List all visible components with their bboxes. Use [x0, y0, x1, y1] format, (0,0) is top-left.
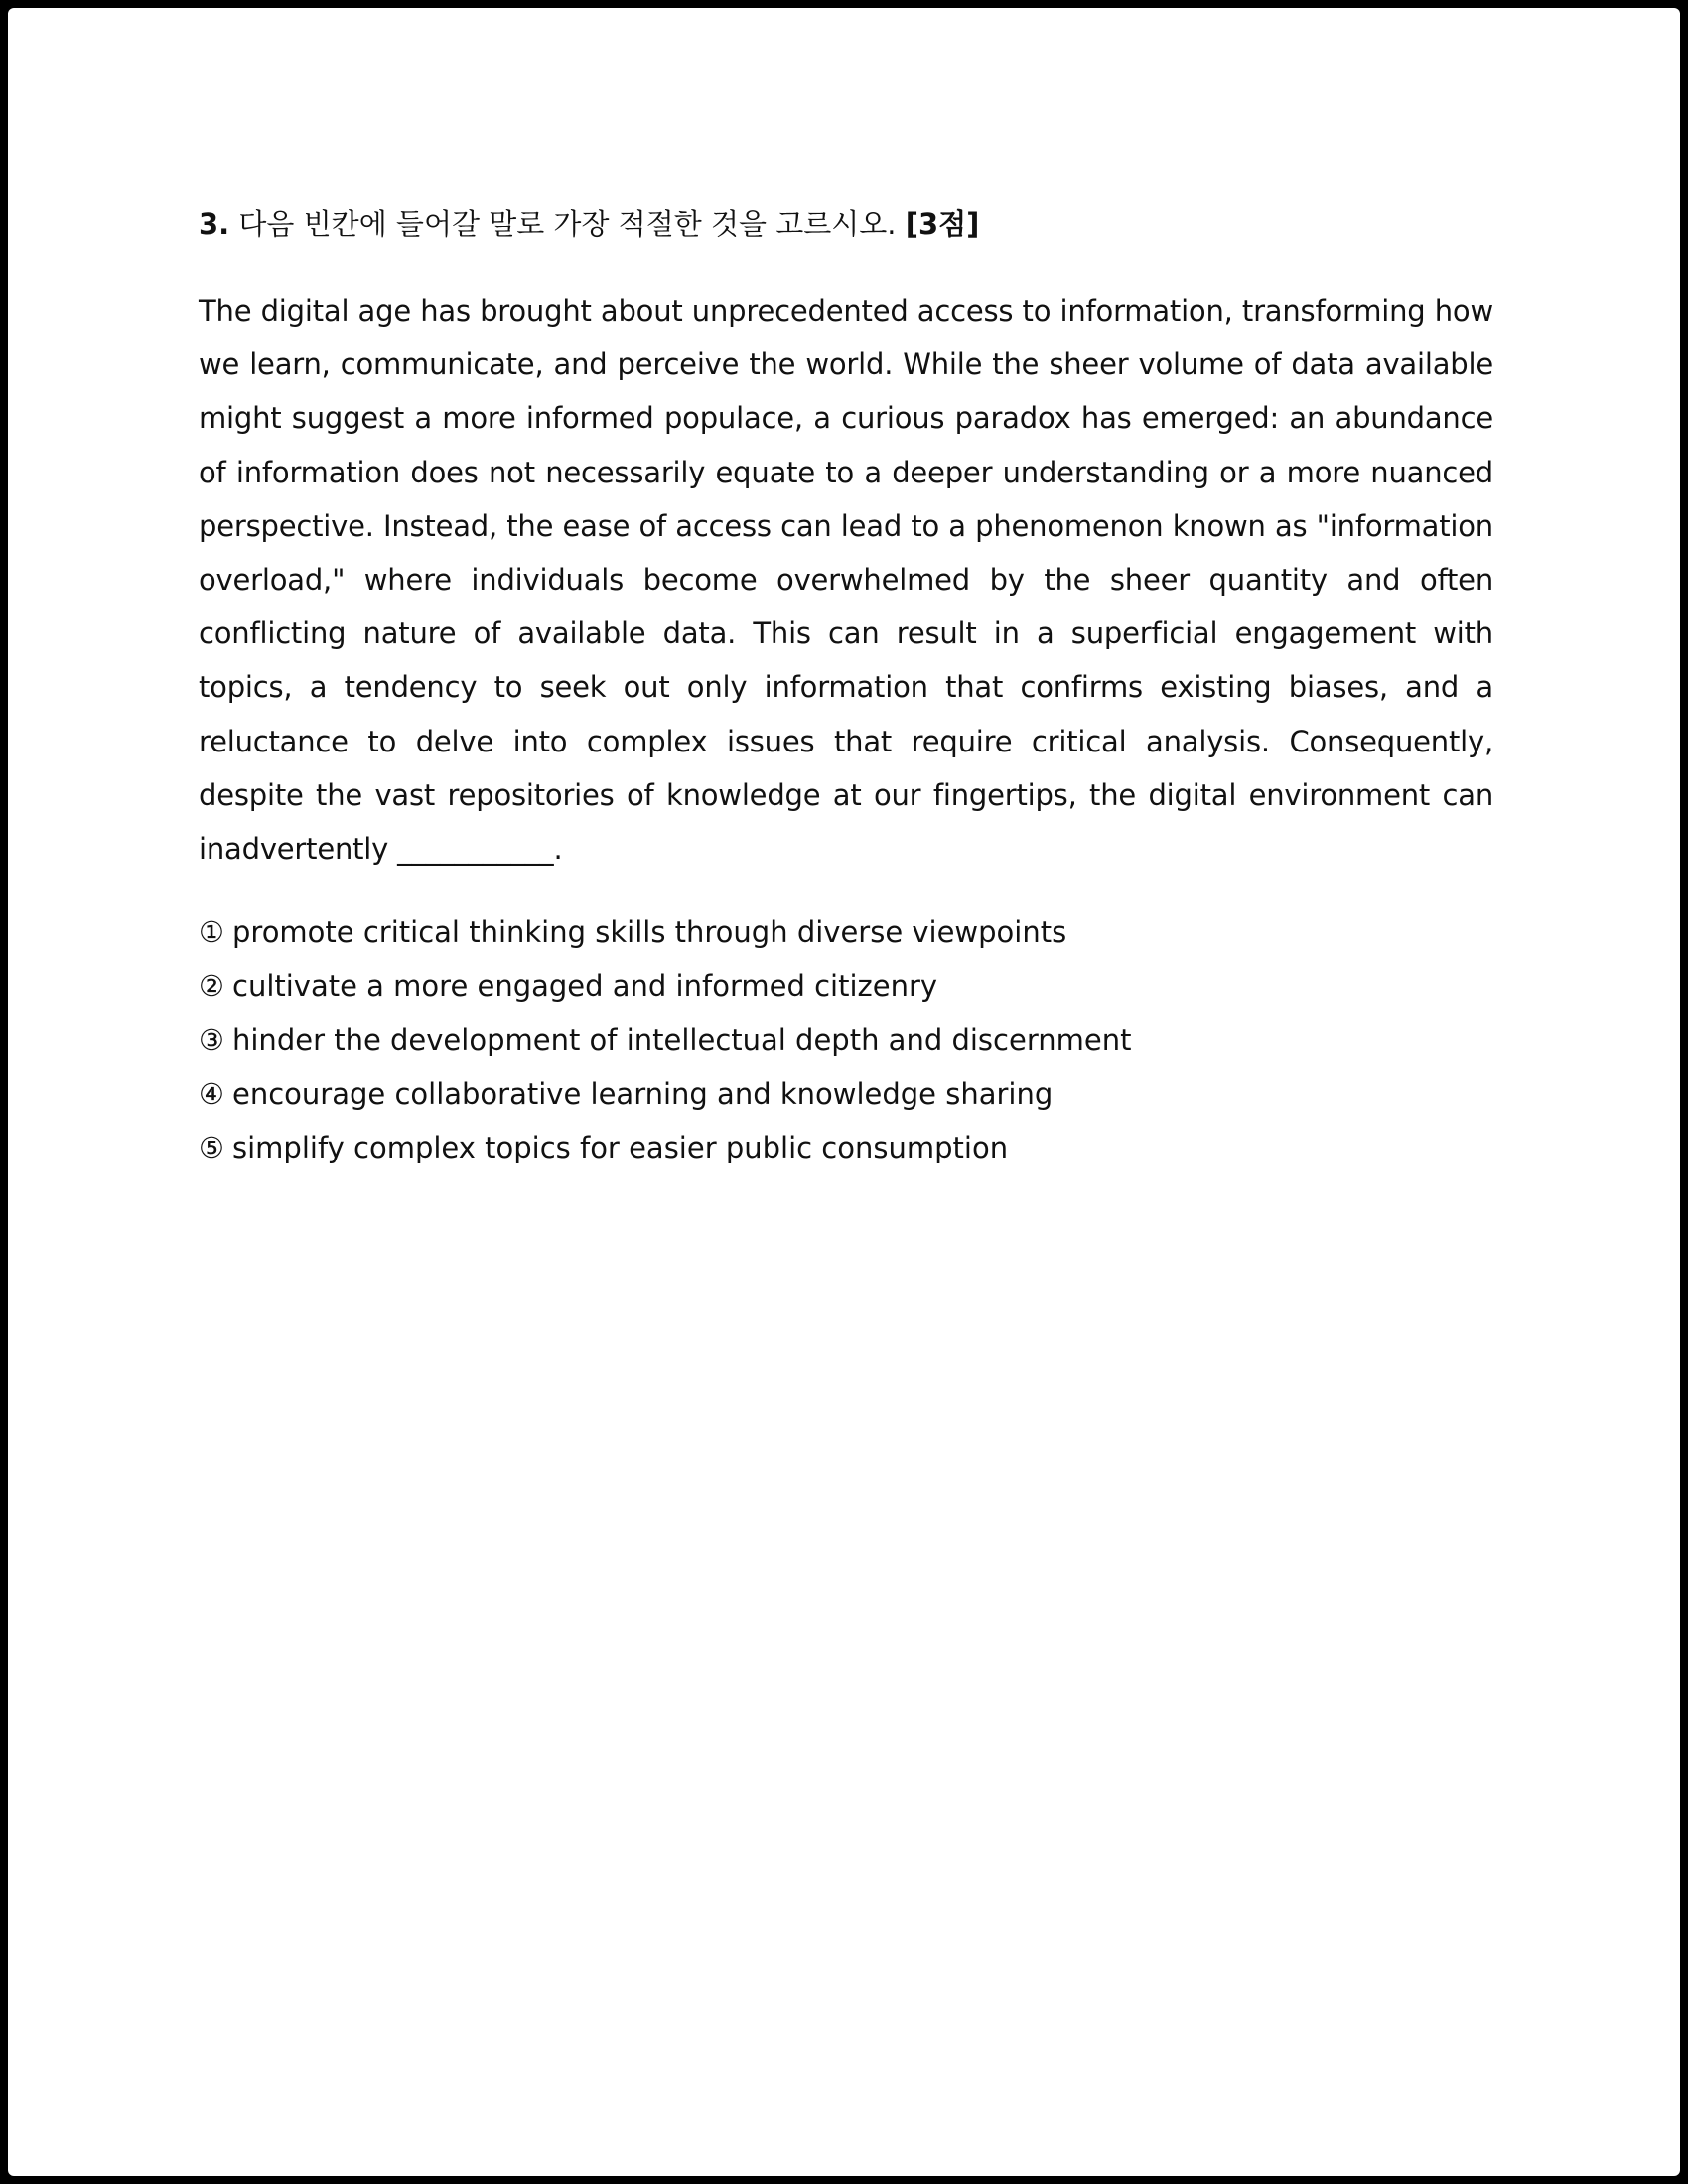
answer-choices: [199, 905, 1493, 1174]
reading-passage: The digital age has brought about unprecedented access to information, transforming how we learn, communicate, and perceive the world. While the sheer volume of data available might suggest a more informed populace, a curious paradox has emerged: an abundance of information does not necessarily equate to a deeper understanding or a more nuanced perspective. Instead, the ease of access can lead to a phenomenon known as "information overload," where individuals become overwhelmed by the sheer quantity and often conflicting nature of available data. This can result in a superficial engagement with topics, a tendency to seek out only information that confirms existing biases, and a reluctance to delve into complex issues that require critical analysis. Consequently, despite the vast repositories of knowledge at our fingertips, the digital environment can inadvertently ___________.: [199, 294, 1493, 867]
answer-choice-1[interactable]: [199, 905, 1493, 959]
answer-choice-2[interactable]: [199, 959, 1493, 1013]
choice-text: simplify complex topics for easier public consumption: [232, 1131, 1009, 1165]
answer-choice-3[interactable]: [199, 1014, 1493, 1067]
answer-choice-4[interactable]: [199, 1067, 1493, 1121]
choice-marker: ④: [199, 1076, 224, 1111]
choice-marker: ③: [199, 1023, 224, 1057]
choice-marker: ①: [199, 915, 224, 950]
choice-text: promote critical thinking skills through diverse viewpoints: [232, 915, 1067, 950]
choice-marker: ⑤: [199, 1131, 224, 1165]
choice-text: hinder the development of intellectual depth and discernment: [232, 1023, 1132, 1057]
question-block: [199, 203, 1493, 1174]
question-instruction: 다음 빈칸에 들어갈 말로 가장 적절한 것을 고르시오.: [238, 207, 897, 241]
question-heading: [199, 203, 1493, 246]
exam-page: [8, 8, 1680, 2176]
question-points: [3점]: [905, 207, 980, 241]
answer-choice-5[interactable]: [199, 1121, 1493, 1174]
choice-text: cultivate a more engaged and informed citizenry: [232, 969, 938, 1004]
choice-marker: ②: [199, 969, 224, 1004]
choice-text: encourage collaborative learning and knowledge sharing: [232, 1076, 1054, 1111]
question-number: 3.: [199, 207, 230, 241]
